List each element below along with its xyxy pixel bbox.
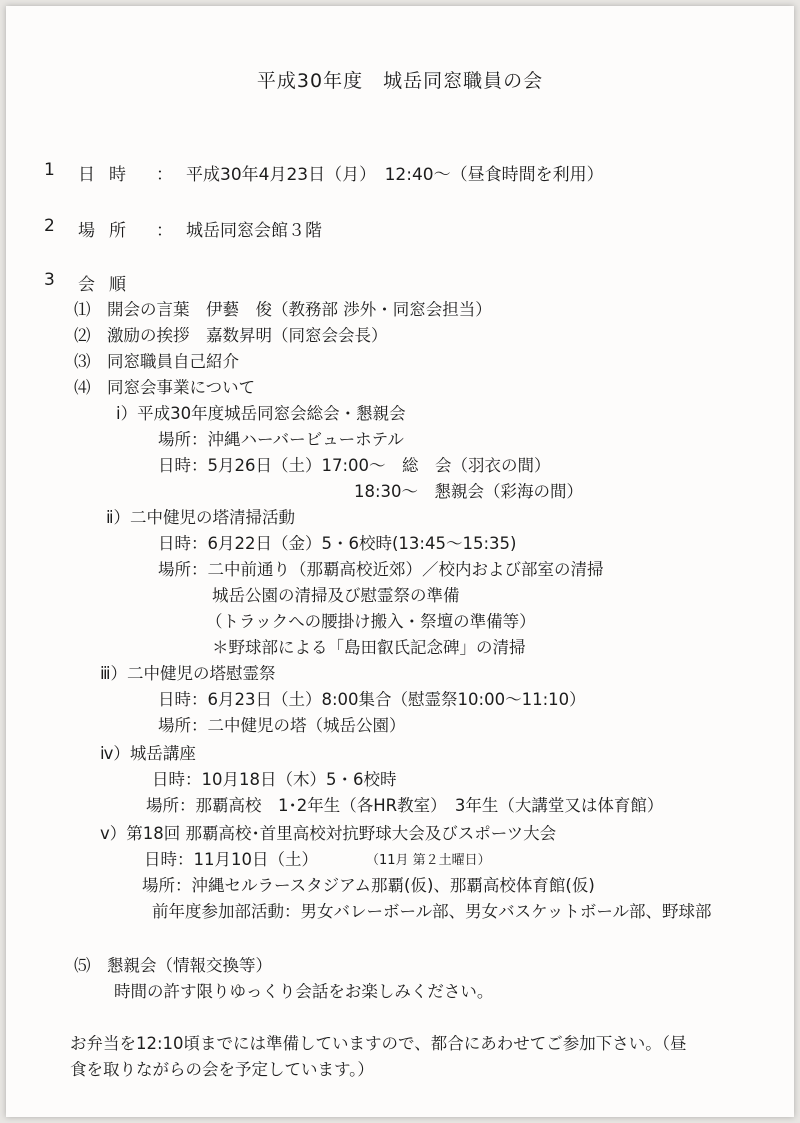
event-2-place-line-3: （トラックへの腰掛け搬入・祭壇の準備等）: [206, 612, 536, 631]
event-1-heading: ⅰ）平成30年度城岳同窓会総会・懇親会: [116, 404, 406, 423]
section-value: 城岳同窓会館３階: [186, 221, 322, 241]
event-5-place: 場所：沖縄セルラースタジアム那覇(仮)、那覇高校体育館(仮): [142, 876, 595, 895]
section-label: 会順: [78, 275, 140, 295]
program-item-2: ⑵ 激励の挨拶 嘉数昇明（同窓会会長）: [74, 326, 388, 345]
event-2-place: 場所：二中前通り（那覇高校近郊）／校内および部室の清掃: [158, 560, 604, 579]
section-label: 日時: [78, 165, 140, 185]
section-number: 3: [44, 270, 55, 290]
section-value: 平成30年4月23日（月） 12:40～（昼食時間を利用）: [186, 165, 604, 185]
section-2: [6, 216, 794, 240]
event-3-place: 場所：二中健児の塔（城岳公園）: [158, 716, 406, 735]
document-page: [6, 6, 794, 1117]
program-item-1: ⑴ 開会の言葉 伊藝 俊（教務部 渉外・同窓会担当）: [74, 300, 492, 319]
section-colon: ：: [156, 221, 173, 241]
program-item-3: ⑶ 同窓職員自己紹介: [74, 352, 239, 371]
event-5-time: 日時：11月10日（土）: [144, 850, 318, 869]
event-3-heading: ⅲ）二中健児の塔慰霊祭: [100, 664, 276, 683]
event-5-clubs: 前年度参加部活動：男女バレーボール部、男女バスケットボール部、野球部: [152, 902, 712, 921]
event-2-heading: ⅱ）二中健児の塔清掃活動: [106, 508, 296, 527]
section-label: 場所: [78, 221, 140, 241]
section-3: [6, 270, 794, 294]
program-item-5-text: 時間の許す限りゆっくり会話をお楽しみください。: [114, 982, 494, 1001]
event-5-time-note: （11月 第２土曜日）: [366, 853, 491, 868]
event-1-place: 場所：沖縄ハーバービューホテル: [158, 430, 404, 449]
event-4-place: 場所：那覇高校 1･2年生（各HR教室） 3年生（大講堂又は体育館）: [146, 796, 664, 815]
footer-note-line-1: お弁当を12:10頃までには準備していますので、都合にあわせてご参加下さい。（昼: [70, 1034, 687, 1053]
event-2-place-line-2: 城岳公園の清掃及び慰霊祭の準備: [212, 586, 460, 605]
event-4-heading: ⅳ）城岳講座: [100, 744, 196, 763]
program-item-4: ⑷ 同窓会事業について: [74, 378, 256, 397]
event-3-time: 日時：6月23日（土）8:00集合（慰霊祭10:00～11:10）: [158, 690, 586, 709]
section-number: 1: [44, 160, 55, 180]
section-number: 2: [44, 216, 55, 236]
section-colon: ：: [156, 165, 173, 185]
event-2-time: 日時：6月22日（金）5・6校時(13:45～15:35): [158, 534, 517, 553]
program-item-5: ⑸ 懇親会（情報交換等）: [74, 956, 272, 975]
document-title: 平成30年度 城岳同窓職員の会: [256, 70, 544, 92]
footer-note-line-2: 食を取りながらの会を予定しています。）: [70, 1060, 374, 1079]
event-5-heading: ⅴ）第18回 那覇高校･首里高校対抗野球大会及びスポーツ大会: [100, 824, 557, 843]
event-4-time: 日時：10月18日（木）5・6校時: [152, 770, 397, 789]
section-1: [6, 160, 794, 184]
event-1-time-2: 18:30～ 懇親会（彩海の間）: [354, 482, 584, 501]
event-1-time: 日時：5月26日（土）17:00～ 総 会（羽衣の間）: [158, 456, 551, 475]
event-2-place-line-4: ＊野球部による「島田叡氏記念碑」の清掃: [212, 638, 526, 657]
